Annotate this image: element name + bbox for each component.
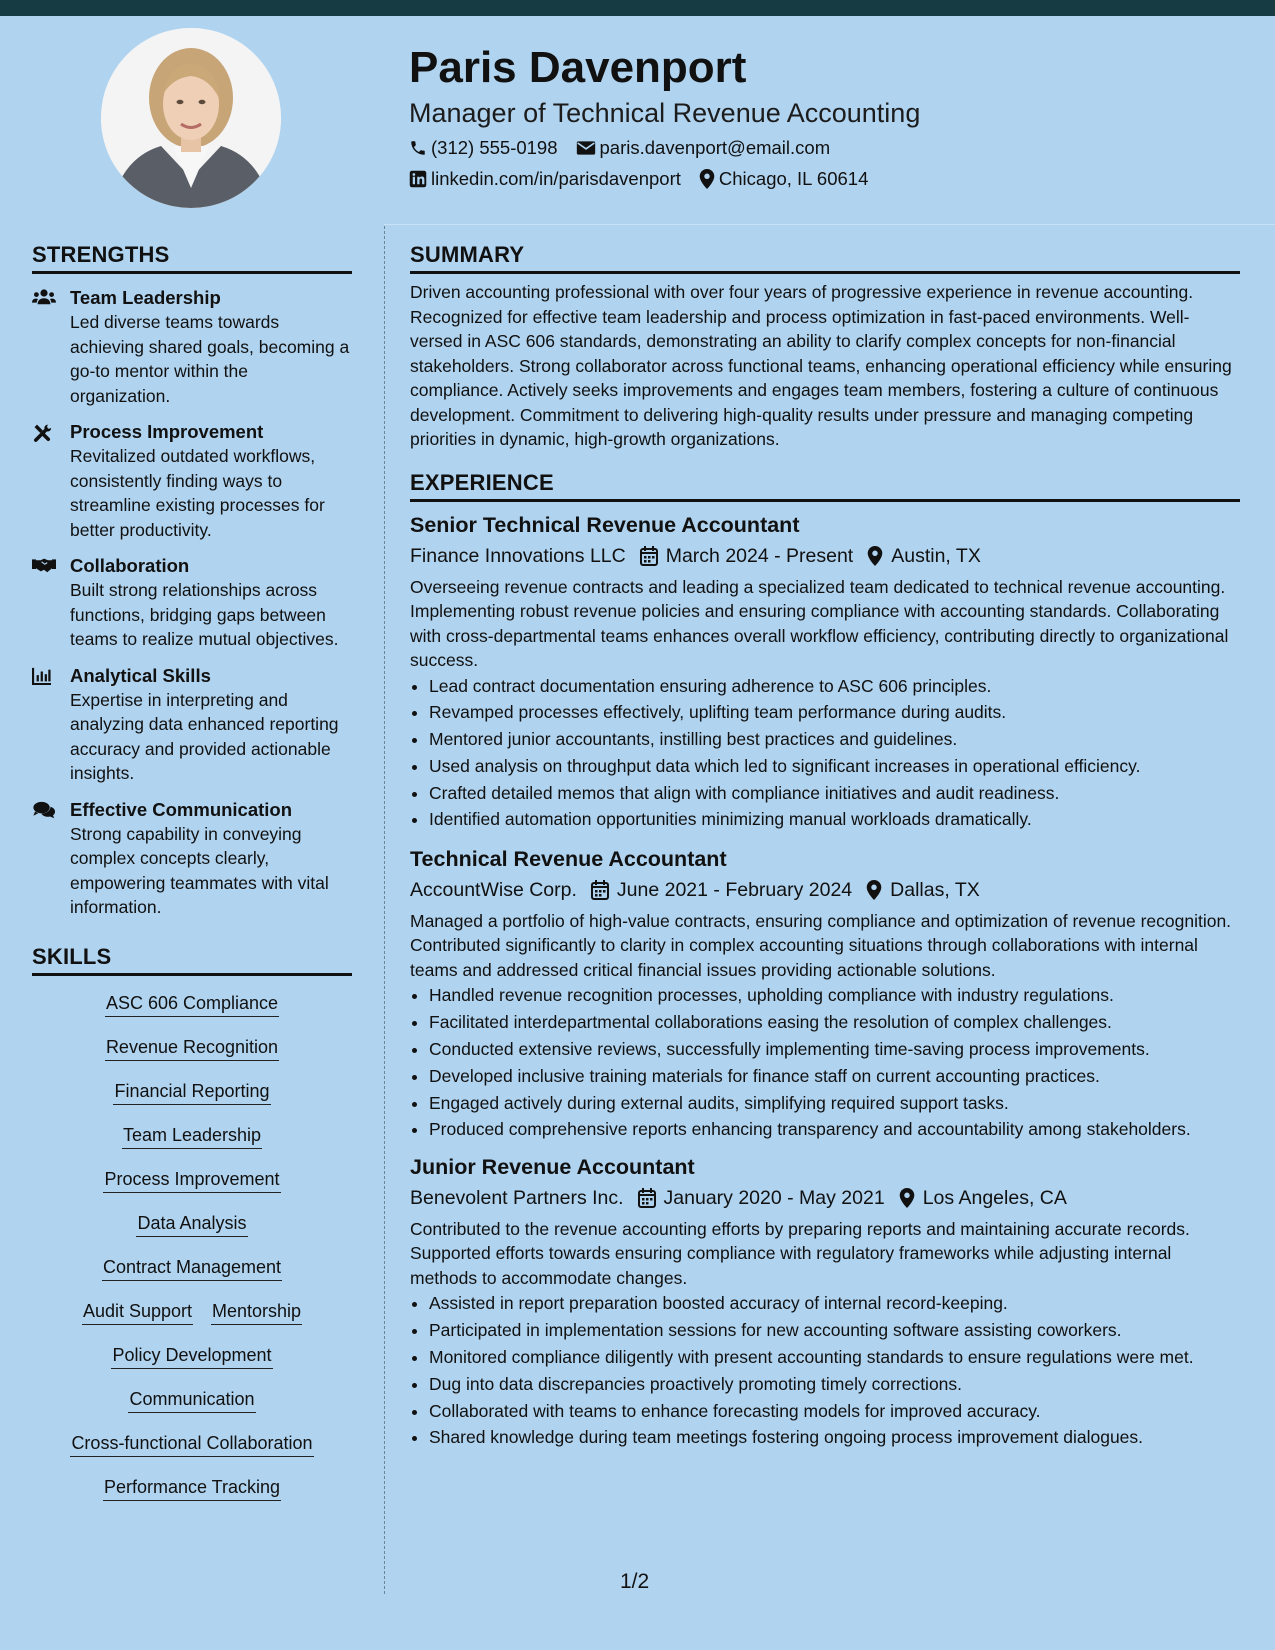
list-item: • Facilitated interdepartmental collaborations easing the resolution of complex challenges.: [429, 1010, 1240, 1035]
list-item: • Mentored junior accountants, instilling best practices and guidelines.: [429, 727, 1240, 752]
job-entry: [410, 1152, 1240, 1450]
job-dates-text: March 2024 - Present: [665, 544, 854, 567]
strength-description: Strong capability in conveying complex concepts clearly, empowering teammates with vital information.: [70, 823, 329, 917]
comments-icon: [32, 801, 56, 819]
candidate-name: Paris Davenport: [409, 43, 747, 92]
email-contact: [576, 136, 831, 160]
right-column: [410, 240, 1240, 1452]
experience-heading: EXPERIENCE: [410, 468, 1240, 502]
map-pin-icon: [867, 546, 883, 566]
strength-item: [32, 554, 352, 652]
list-item: • Crafted detailed memos that align with compliance initiatives and audit readiness.: [429, 781, 1240, 806]
linkedin-text: linkedin.com/in/parisdavenport: [431, 168, 681, 189]
strength-title: Collaboration: [70, 555, 190, 576]
job-role: Senior Technical Revenue Accountant: [410, 512, 800, 537]
summary-heading: SUMMARY: [410, 240, 1240, 274]
strength-item: [32, 664, 352, 786]
job-location-text: Austin, TX: [891, 544, 981, 567]
left-column: [32, 240, 352, 1510]
chart-icon: [32, 667, 52, 685]
skill-tag: Revenue Recognition: [105, 1034, 279, 1061]
job-location-text: Dallas, TX: [890, 878, 980, 901]
profile-photo: [101, 28, 281, 208]
strength-description: Expertise in interpreting and analyzing data enhanced reporting accuracy and provided actionable insights.: [70, 689, 339, 783]
strength-item: [32, 420, 352, 542]
skill-tag: Process Improvement: [103, 1166, 280, 1193]
job-dates: [638, 1183, 885, 1213]
skill-tag: Policy Development: [111, 1342, 272, 1369]
list-item: • Revamped processes effectively, uplifting team performance during audits.: [429, 700, 1240, 725]
skills-heading: SKILLS: [32, 942, 352, 976]
strength-title: Process Improvement: [70, 421, 264, 442]
linkedin-icon: [409, 170, 427, 188]
tools-icon: [32, 423, 52, 443]
top-bar: [0, 0, 1275, 16]
location-text: Chicago, IL 60614: [718, 168, 869, 189]
list-item: • Assisted in report preparation boosted accuracy of internal record-keeping.: [429, 1291, 1240, 1316]
strength-description: Built strong relationships across functions, bridging gaps between teams to realize mutual objectives.: [70, 580, 339, 649]
list-item: • Used analysis on throughput data which led to significant increases in operational efficiency.: [429, 754, 1240, 779]
job-description: Overseeing revenue contracts and leading a specialized team dedicated to technical revenue accounting. Implementing robust revenue policies and ensuring compliance with accounting standards. Collaborating with cross-departmental teams enhances overall workflow efficiency, contributing directly to organizational success.: [410, 576, 1229, 670]
job-role: Technical Revenue Accountant: [410, 846, 727, 871]
skill-tag: Mentorship: [211, 1298, 302, 1325]
page-number: 1/2: [620, 1570, 650, 1593]
job-description: Managed a portfolio of high-value contracts, ensuring compliance and optimization of revenue recognition. Contributed significantly to clarity in complex accounting situations through collaborations with internal teams and addressed critical financial issues providing actionable solutions.: [410, 910, 1232, 980]
job-entry: [410, 510, 1240, 832]
linkedin-contact: [409, 167, 681, 191]
job-dates-text: January 2020 - May 2021: [663, 1186, 885, 1209]
list-item: • Lead contract documentation ensuring adherence to ASC 606 principles.: [429, 674, 1240, 699]
job-location: [899, 1183, 1067, 1213]
skill-tag: Performance Tracking: [103, 1474, 281, 1501]
skill-tag: Communication: [128, 1386, 255, 1413]
list-item: • Dug into data discrepancies proactively promoting timely corrections.: [429, 1372, 1240, 1397]
strength-title: Analytical Skills: [70, 664, 211, 686]
job-dates: [640, 541, 854, 571]
handshake-icon: [32, 557, 56, 573]
skill-tag: Contract Management: [102, 1254, 282, 1281]
job-location: [867, 541, 981, 571]
list-item: • Monitored compliance diligently with present accounting standards to ensure regulations were met.: [429, 1345, 1240, 1370]
list-item: • Shared knowledge during team meetings fostering ongoing process improvement dialogues.: [429, 1425, 1240, 1450]
phone-text: (312) 555-0198: [431, 137, 558, 158]
candidate-title: Manager of Technical Revenue Accounting: [409, 98, 921, 128]
strengths-heading: STRENGTHS: [32, 240, 352, 274]
strength-item: [32, 286, 352, 408]
job-role: Junior Revenue Accountant: [410, 1154, 695, 1179]
map-pin-icon: [866, 880, 882, 900]
list-item: • Developed inclusive training materials for finance staff on current accounting practices.: [429, 1064, 1240, 1089]
list-item: • Produced comprehensive reports enhancing transparency and accountability among stakeholders.: [429, 1117, 1240, 1142]
job-company: Finance Innovations LLC: [410, 544, 626, 567]
users-icon: [32, 289, 56, 305]
skill-tag: Team Leadership: [122, 1122, 262, 1149]
header-divider: [384, 224, 1275, 225]
job-dates: [591, 875, 852, 905]
calendar-icon: [638, 1188, 656, 1208]
skill-tag: Data Analysis: [136, 1210, 247, 1237]
portrait-image: [101, 28, 281, 208]
skill-tag: ASC 606 Compliance: [105, 990, 279, 1017]
strength-description: Led diverse teams towards achieving shared goals, becoming a go-to mentor within the organization.: [70, 312, 350, 406]
map-pin-icon: [899, 1188, 915, 1208]
job-description: Contributed to the revenue accounting efforts by preparing reports and maintaining accurate records. Supported efforts towards ensuring compliance with regulatory frameworks while adjusting internal methods to accommodate changes.: [410, 1218, 1190, 1288]
strength-description: Revitalized outdated workflows, consistently finding ways to streamline existing processes for better productivity.: [70, 446, 325, 540]
phone-icon: [409, 139, 427, 157]
job-entry: [410, 844, 1240, 1142]
list-item: • Engaged actively during external audits, simplifying required support tasks.: [429, 1091, 1240, 1116]
calendar-icon: [640, 546, 658, 566]
calendar-icon: [591, 880, 609, 900]
skill-tag: Financial Reporting: [113, 1078, 270, 1105]
resume-header: [409, 40, 1249, 191]
strength-item: [32, 798, 352, 920]
strength-title: Team Leadership: [70, 287, 221, 308]
list-item: • Participated in implementation sessions for new accounting software assisting coworkers.: [429, 1318, 1240, 1343]
list-item: • Handled revenue recognition processes, upholding compliance with industry regulations.: [429, 983, 1240, 1008]
list-item: • Identified automation opportunities minimizing manual workloads dramatically.: [429, 807, 1240, 832]
map-pin-icon: [699, 169, 715, 189]
job-bullets: [410, 674, 1240, 832]
email-text: paris.davenport@email.com: [599, 137, 831, 158]
location-contact: [699, 167, 868, 191]
summary-text: Driven accounting professional with over four years of progressive experience in revenue accounting. Recognized for effective team leadership and process optimization in fast-paced environments. Well-versed in ASC 606 standards, demonstrating an ability to clarify complex concepts for non-financial stakeholders. Strong collaborator across functional teams, enhancing operational efficiency while ensuring compliance. Actively seeks improvements and engages team members, fostering a culture of continuous development. Commitment to delivering high-quality results under pressure and managing competing priorities in dynamic, high-growth organizations.: [410, 282, 1232, 449]
job-bullets: [410, 983, 1240, 1141]
phone-contact: [409, 136, 558, 160]
strength-title: Effective Communication: [70, 798, 293, 820]
skill-tag: Audit Support: [82, 1298, 193, 1325]
job-location: [866, 875, 980, 905]
envelope-icon: [576, 140, 596, 156]
job-company: Benevolent Partners Inc.: [410, 1186, 624, 1209]
job-dates-text: June 2021 - February 2024: [616, 878, 853, 901]
list-item: • Conducted extensive reviews, successfully implementing time-saving process improvements.: [429, 1037, 1240, 1062]
list-item: • Collaborated with teams to enhance forecasting models for improved accuracy.: [429, 1399, 1240, 1424]
skills-list: [32, 976, 352, 1510]
job-location-text: Los Angeles, CA: [922, 1186, 1067, 1209]
column-divider: [384, 226, 385, 1594]
skill-tag: Cross-functional Collaboration: [70, 1430, 313, 1457]
job-company: AccountWise Corp.: [410, 878, 577, 901]
job-bullets: [410, 1291, 1240, 1449]
